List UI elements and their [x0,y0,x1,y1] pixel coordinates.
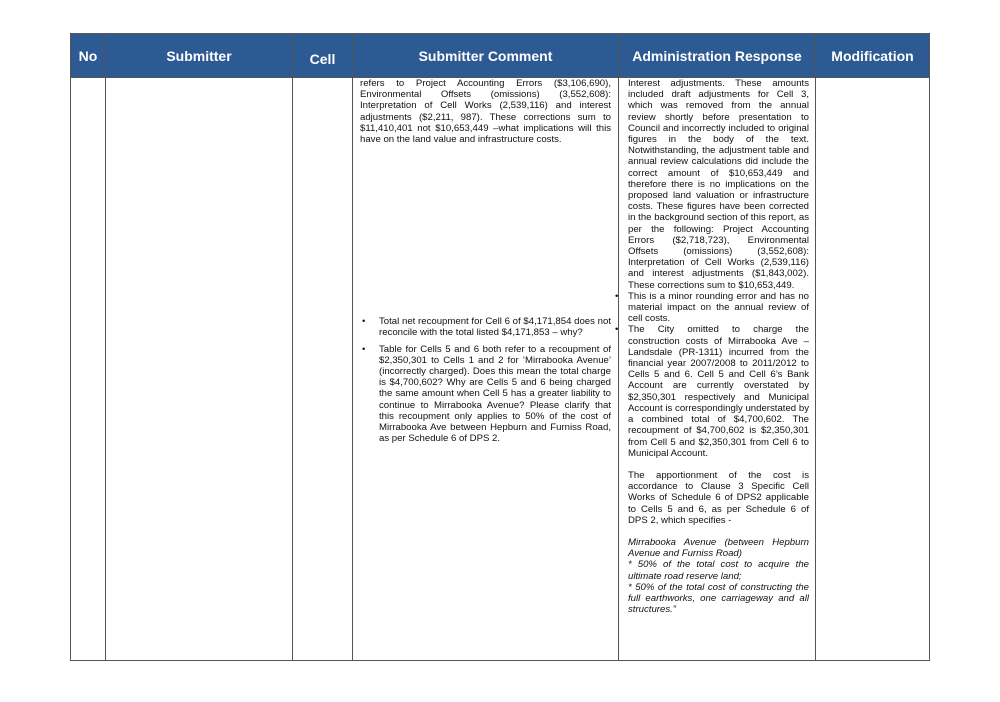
header-cell: Cell [293,34,353,78]
submitter-cell [106,78,293,661]
table-row [71,78,930,661]
header-modification: Modification [816,34,930,78]
response-intro: Interest adjustments. These amounts included draft adjustments for Cell 3, which was removed from the annual review shortly before presentation to Council and incorrectly included to original figures in the body of the text. Notwithstanding, the adjustment table and annual review calculations did include the correct amount of $10,653,449 and therefore there is no implications on the proposed land valuation or infrastructure costs. These figures have been corrected in the background section of this report, as per the following: Project Accounting Errors ($2,718,723), Environmental Offsets (omissions) (3,552,608): Interpretation of Cell Works (2,539,116) and interest adjustments ($1,843,002). These corrections sum to $10,653,449. [628,78,809,291]
modification-cell [816,78,930,661]
response-quote-title: Mirrabooka Avenue (between Hepburn Avenue and Furniss Road) [628,536,809,560]
comment-intro: refers to Project Accounting Errors ($3,106,690), Environmental Offsets (omissions) (3,552,608): Interpretation of Cell Works (2,539,116) and interest adjustments ($2,211, 987). These corrections sum to $11,410,401 not $10,653,449 –what implications will this have on the land value and infrastructure costs. [360,78,611,146]
header-submitter-comment: Submitter Comment [353,34,619,78]
comment-bullet-item [360,316,611,338]
response-quote-item: * 50% of the total cost of constructing the full earthworks, one carriageway and all structures.” [628,581,809,616]
bullet-icon: • [362,343,366,355]
response-quote-item: * 50% of the total cost to acquire the ultimate road reserve land; [628,559,809,582]
bullet-icon: • [362,316,366,328]
header-submitter: Submitter [106,34,293,78]
response-bullet-item [615,290,809,325]
header-administration-response: Administration Response [619,34,816,78]
cell-number-cell [293,78,353,661]
no-cell [71,78,106,661]
response-bullet-item [615,324,809,459]
comment-bullet-text: Total net recoupment for Cell 6 of $4,171,854 does not reconcile with the total listed $4,171,853 – why? [379,316,611,339]
submissions-table [70,33,930,661]
administration-response-cell [615,78,816,661]
response-bullet-text: This is a minor rounding error and has no material impact on the annual review of cell costs. [628,290,809,325]
comment-bullet-text: Table for Cells 5 and 6 both refer to a recoupment of $2,350,301 to Cells 1 and 2 for ‘Mirrabooka Avenue’ (incorrectly charged). Does this mean the total charge is $4,700,602? Why are Cells 5 and 6 being charged the same amount when Cell 5 has a greater liability to continue to Mirrabooka Avenue? Please clarify that this recoupment only applies to 50% of the cost of Mirrabooka Ave between Hepburn and Furniss Road, as per Schedule 6 of DPS 2. [379,343,611,445]
comment-bullet-item [360,344,611,445]
submitter-comment-cell [353,78,619,661]
bullet-icon: • [615,324,619,336]
response-bullet-text: The City omitted to charge the construction costs of Mirrabooka Ave – Landsdale (PR-1311) incurred from the financial year 2007/2008 to 2011/2012 to Cells 5 and 6. Cell 5 and Cell 6’s Bank Account are currently overstated by $2,350,301 respectively and Municipal Account is correspondingly understated by a combined total of $4,700,602. The recoupment of $4,700,602 is $2,350,301 from Cell 5 and $2,350,301 from Cell 6 to Municipal Account. [628,324,809,459]
response-apportionment: The apportionment of the cost is accordance to Clause 3 Specific Cell Works of Schedule 6 of DPS2 applicable to Cells 5 and 6, as per Schedule 6 of DPS 2, which specifies - [628,469,809,526]
header-row [71,34,930,78]
header-no: No [71,34,106,78]
bullet-icon: • [615,290,619,302]
